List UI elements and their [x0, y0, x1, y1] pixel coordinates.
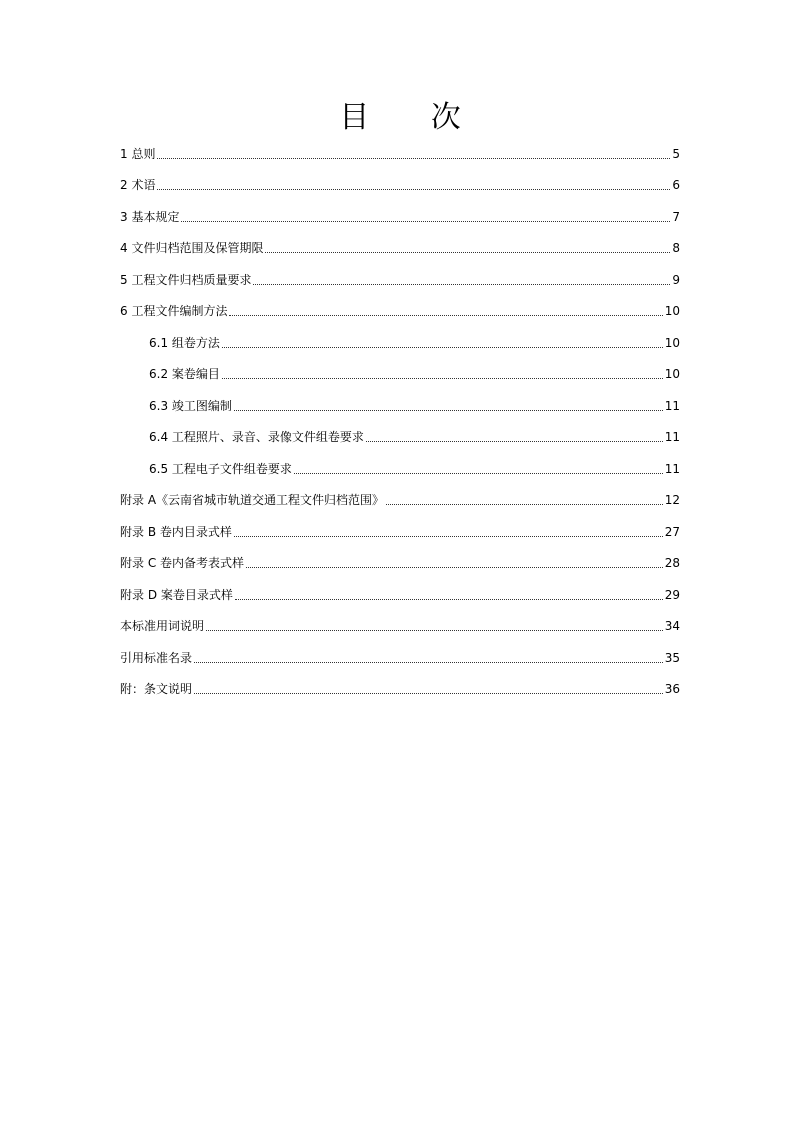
- toc-entry[interactable]: [0, 548, 800, 580]
- toc-dot-leader: [253, 283, 670, 285]
- toc-entry[interactable]: [0, 170, 800, 202]
- toc-entry-label: 6.5 工程电子文件组卷要求: [149, 461, 292, 476]
- toc-entry[interactable]: [0, 233, 800, 265]
- toc-entry-page-number: 29: [664, 587, 680, 602]
- toc-entry-page-number: 8: [672, 241, 680, 256]
- toc-dot-leader: [194, 692, 663, 694]
- toc-entry-page-number: 11: [664, 430, 680, 445]
- toc-entry-label: 附录 D 案卷目录式样: [120, 587, 233, 602]
- toc-entry-page-number: 11: [664, 461, 680, 476]
- toc-dot-leader: [386, 503, 663, 505]
- toc-entry-label: 6.3 竣工图编制: [149, 398, 232, 413]
- toc-entry-page-number: 7: [672, 209, 680, 224]
- toc-entry[interactable]: [0, 642, 800, 674]
- toc-entry-label: 附录 C 卷内备考表式样: [120, 556, 245, 571]
- toc-dot-leader: [235, 598, 663, 600]
- toc-entry-label: 1 总则: [120, 146, 156, 161]
- toc-dot-leader: [157, 157, 670, 159]
- toc-entry-label: 引用标准名录: [120, 650, 193, 665]
- toc-entry[interactable]: [0, 453, 800, 485]
- toc-entry[interactable]: [0, 201, 800, 233]
- toc-entry-label: 2 术语: [120, 178, 156, 193]
- toc-entry-page-number: 10: [664, 335, 680, 350]
- toc-entry[interactable]: [0, 264, 800, 296]
- toc-dot-leader: [194, 661, 663, 663]
- toc-dot-leader: [234, 409, 663, 411]
- toc-dot-leader: [206, 629, 663, 631]
- toc-entry-label: 3 基本规定: [120, 209, 180, 224]
- toc-entry-page-number: 6: [672, 178, 680, 193]
- toc-entry[interactable]: [0, 390, 800, 422]
- toc-entry-label: 附录 A《云南省城市轨道交通工程文件归档范围》: [120, 493, 385, 508]
- toc-entry-label: 6 工程文件编制方法: [120, 304, 228, 319]
- toc-dot-leader: [157, 188, 670, 190]
- toc-entry[interactable]: [0, 674, 800, 706]
- toc-entry-page-number: 5: [672, 146, 680, 161]
- toc-entry-label: 本标准用词说明: [120, 619, 205, 634]
- toc-entry[interactable]: [0, 485, 800, 517]
- toc-entry-page-number: 11: [664, 398, 680, 413]
- toc-entry[interactable]: [0, 516, 800, 548]
- toc-entry[interactable]: [0, 579, 800, 611]
- toc-entry-label: 6.1 组卷方法: [149, 335, 220, 350]
- toc-entry-page-number: 10: [664, 304, 680, 319]
- toc-entry[interactable]: [0, 611, 800, 643]
- toc-entry-label: 5 工程文件归档质量要求: [120, 272, 252, 287]
- page-title: 目 次: [339, 100, 487, 135]
- toc-dot-leader: [181, 220, 670, 222]
- toc-entry[interactable]: [0, 138, 800, 170]
- toc-dot-leader: [265, 251, 670, 253]
- toc-entry-page-number: 12: [664, 493, 680, 508]
- toc-entry-page-number: 36: [664, 682, 680, 697]
- toc-dot-leader: [222, 346, 663, 348]
- toc-dot-leader: [366, 440, 663, 442]
- toc-entry-label: 4 文件归档范围及保管期限: [120, 241, 264, 256]
- toc-entry-label: 6.2 案卷编目: [149, 367, 220, 382]
- toc-entry[interactable]: [0, 296, 800, 328]
- toc-dot-leader: [234, 535, 663, 537]
- toc-entry-label: 附录 B 卷内目录式样: [120, 524, 232, 539]
- toc-entry-label: 附：条文说明: [120, 682, 193, 697]
- toc-entry[interactable]: [0, 359, 800, 391]
- toc-dot-leader: [246, 566, 663, 568]
- toc-list: [0, 138, 800, 705]
- toc-entry-label: 6.4 工程照片、录音、录像文件组卷要求: [149, 430, 364, 445]
- toc-entry-page-number: 27: [664, 524, 680, 539]
- toc-dot-leader: [229, 314, 662, 316]
- toc-entry-page-number: 28: [664, 556, 680, 571]
- toc-entry-page-number: 34: [664, 619, 680, 634]
- toc-entry[interactable]: [0, 422, 800, 454]
- toc-dot-leader: [294, 472, 663, 474]
- toc-entry-page-number: 10: [664, 367, 680, 382]
- toc-entry-page-number: 9: [672, 272, 680, 287]
- toc-entry-page-number: 35: [664, 650, 680, 665]
- toc-entry[interactable]: [0, 327, 800, 359]
- toc-dot-leader: [222, 377, 663, 379]
